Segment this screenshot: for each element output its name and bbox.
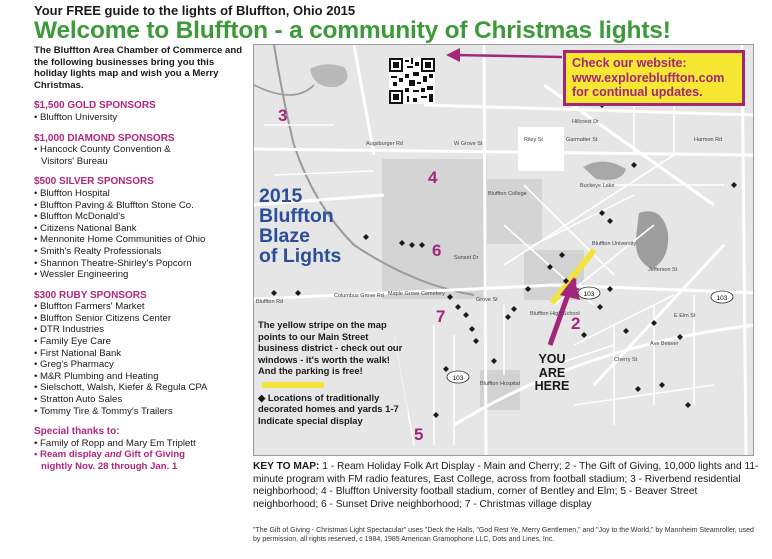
street-label: Hillcrest Dr — [572, 119, 599, 125]
sponsor-item: • M&R Plumbing and Heating — [34, 371, 249, 383]
street-label: W Grove St — [454, 141, 483, 147]
website-callout-line: for continual updates. — [572, 85, 703, 99]
street-label: Bluffton Rd — [256, 299, 284, 305]
street-label: Bluffton High School — [530, 311, 580, 317]
ruby-sponsors-heading: $300 RUBY SPONSORS — [34, 289, 147, 301]
headline: Welcome to Bluffton - a community of Christmas lights! — [34, 17, 671, 44]
sponsor-item: • DTR Industries — [34, 324, 249, 336]
route-shield-label: 103 — [716, 295, 728, 302]
diamond-sponsors-heading: $1,000 DIAMOND SPONSORS — [34, 132, 175, 144]
sponsor-item: • Mennonite Home Communities of Ohio — [34, 234, 249, 246]
sponsor-item: • Bluffton Farmers' Market — [34, 301, 249, 313]
route-shield-label: 103 — [452, 375, 464, 382]
map-key-text: 1 - Ream Holiday Folk Art Display - Main and Cherry; 2 - The Gift of Giving, 10,000 lights and 11-minute program with FM radio features, East College, across from football stadium; 3 - Riverbend residential neighborhood; 4 - Bluffton University football stadium, corner of Bentley and Elm; 5 - Beaver Street neighborhood; 6 - Sunset Drive neighborhood; 7 - Christmas village display — [253, 461, 759, 510]
sponsor-item: • Citizens National Bank — [34, 223, 249, 235]
display-dates — [34, 449, 249, 461]
creek — [254, 85, 314, 95]
dots-legend: ◆ Locations of traditionally decorated homes and yards 1-7 Indicate special display — [258, 391, 399, 426]
sponsor-item: • Tommy Tire & Tommy's Trailers — [34, 406, 249, 418]
marker-6: 6 — [432, 241, 442, 260]
yellow-stripe-swatch — [262, 382, 324, 388]
sponsor-item: • Greg's Pharmacy — [34, 359, 249, 371]
sponsor-item: • Wessler Engineering — [34, 269, 249, 281]
you-are-here-label — [524, 353, 580, 394]
street-label: Columbus Grove Rd — [334, 293, 384, 299]
website-url[interactable]: www.explorebluffton.com — [572, 70, 725, 85]
ruby-sponsors — [34, 290, 249, 418]
qr-code-icon — [389, 58, 435, 104]
marker-4: 4 — [428, 168, 438, 187]
street-label: Harmon Rd — [694, 137, 723, 143]
street-label: Jefferson St — [648, 267, 678, 273]
intro-text: The Bluffton Area Chamber of Commerce and the following businesses bring you this holiday lights map and wish you a Merry Christmas. — [34, 45, 243, 91]
sponsor-item: • Family Eye Care — [34, 336, 249, 348]
display-dates-b: Gift of Giving — [121, 449, 186, 461]
street-label: Bluffton University — [592, 241, 637, 247]
sponsor-item: • Bluffton Paving & Bluffton Stone Co. — [34, 200, 249, 212]
street-label: Garmatter St — [566, 137, 598, 143]
display-dates-and: and — [104, 449, 122, 461]
display-dates-a: Ream display — [40, 449, 105, 461]
music-credit: "The Gift of Giving - Christmas Light Spectacular" uses "Deck the Halls, "God Rest Ye, Merry Gentlemen," and "Joy to the World," by Mannheim Steamroller, used by permission, all rights reserved, c 1984, 1985 American Gramophone LLC, Dots and Lines, Inc. — [253, 527, 754, 543]
map-key-label: KEY TO MAP: — [253, 461, 320, 472]
lake — [636, 211, 668, 269]
marker-5: 5 — [414, 425, 424, 444]
map-title-line: 2015 — [259, 185, 303, 207]
top-line: Your FREE guide to the lights of Bluffton, Ohio 2015 — [34, 3, 356, 18]
you-are-here-line: HERE — [534, 379, 570, 393]
marker-7: 7 — [436, 307, 446, 326]
route-shield-label: 103 — [583, 291, 595, 298]
main-street-note: The yellow stripe on the map points to our Main Street business district - check out our windows - it's worth the walk! And the parking is free! — [258, 319, 403, 376]
street-label: Augsburger Rd — [366, 141, 403, 147]
sponsor-item: • Stratton Auto Sales — [34, 394, 249, 406]
street-label: Riley St — [524, 137, 543, 143]
special-thanks — [34, 426, 249, 472]
marker-2: 2 — [571, 314, 581, 333]
special-thanks-heading: Special thanks to: — [34, 426, 120, 438]
buckeye-lake — [583, 161, 626, 179]
street-label: Grove St — [476, 297, 498, 303]
website-arrow-head — [446, 48, 460, 62]
gold-sponsors — [34, 100, 249, 123]
diamond-sponsors — [34, 133, 249, 168]
sponsor-item: • Smith's Realty Professionals — [34, 246, 249, 258]
street-label: Buckeye Lake — [580, 183, 615, 189]
sponsor-item: • First National Bank — [34, 348, 249, 360]
map-title-line: Bluffton — [259, 205, 334, 227]
street-label: Maple Grove Cemetery — [388, 291, 445, 297]
street-label: Cherry St — [614, 357, 638, 363]
street-label: Sunset Dr — [454, 255, 479, 261]
map-legend — [258, 319, 408, 426]
marker-1: 1 — [570, 275, 580, 294]
sponsor-sidebar — [34, 45, 249, 482]
street-label: Ave Beaver — [650, 341, 679, 347]
pond — [310, 64, 348, 87]
you-are-here-line: YOU — [538, 352, 566, 366]
sponsor-item: • Bluffton University — [34, 112, 249, 124]
website-arrow-line — [454, 55, 562, 57]
gold-sponsors-heading: $1,500 GOLD SPONSORS — [34, 100, 156, 112]
display-dates-continued: nightly Nov. 28 through Jan. 1 — [41, 461, 178, 472]
map-title-line: of Lights — [259, 245, 342, 267]
sponsor-item: • Shannon Theatre-Shirley's Popcorn — [34, 258, 249, 270]
hillcrest-area — [518, 127, 564, 171]
sponsor-item: • Bluffton McDonald's — [34, 211, 249, 223]
street-label: Bluffton College — [488, 191, 527, 197]
map-key — [253, 461, 761, 511]
street-label: E Elm St — [674, 313, 696, 319]
sponsor-item: • Bluffton Senior Citizens Center — [34, 313, 249, 325]
you-are-here-line: ARE — [538, 365, 566, 380]
street-label: Bluffton Hospital — [480, 381, 520, 387]
map-title-line: Blaze — [259, 225, 310, 247]
sponsor-item: • Bluffton Hospital — [34, 188, 249, 200]
sponsor-item: • Hancock County Convention & — [34, 144, 249, 156]
silver-sponsors — [34, 176, 249, 280]
thanks-item: • Family of Ropp and Mary Em Triplett — [34, 438, 249, 450]
website-callout-line: Check our website: — [572, 56, 687, 70]
website-callout — [563, 50, 745, 106]
sponsor-item: • Sielschott, Walsh, Kiefer & Regula CPA — [34, 382, 249, 394]
map-title — [259, 186, 341, 266]
sponsor-item-continued: Visitors' Bureau — [41, 155, 108, 167]
silver-sponsors-heading: $500 SILVER SPONSORS — [34, 176, 154, 188]
marker-3: 3 — [278, 106, 288, 125]
